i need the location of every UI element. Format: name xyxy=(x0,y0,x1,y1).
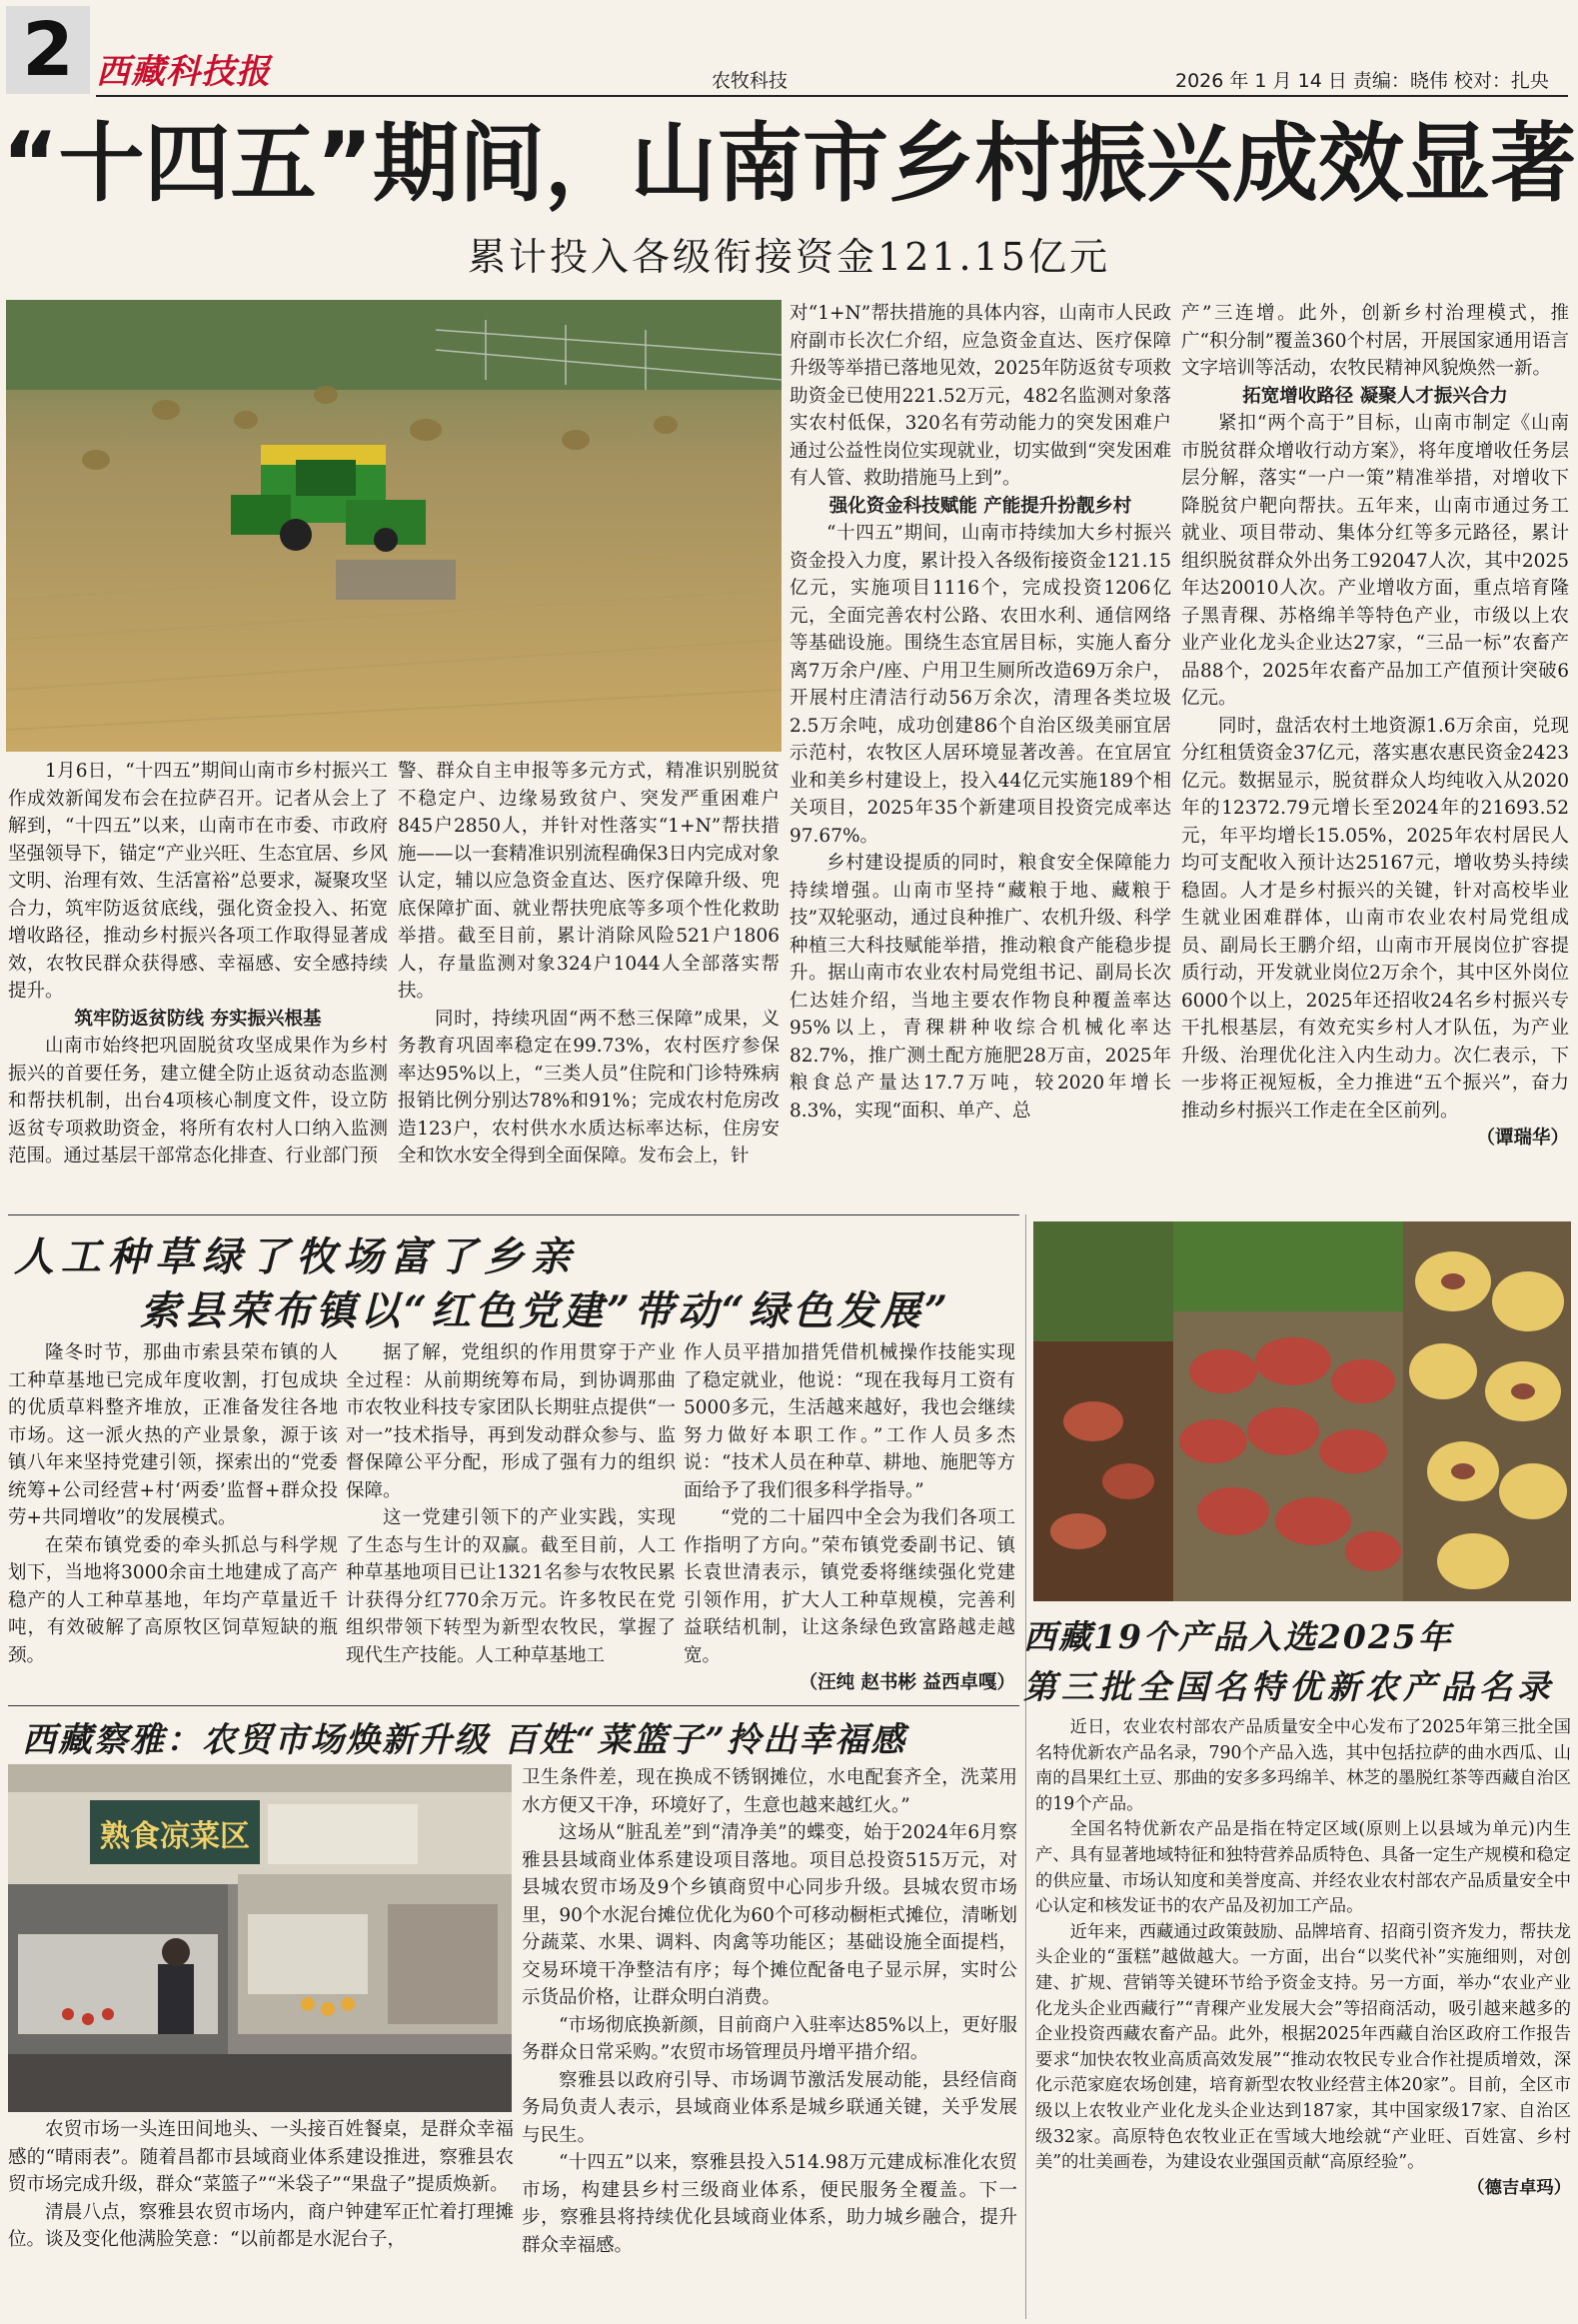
market-sign: 熟食凉菜区 xyxy=(100,1819,250,1854)
lead-paragraph: 产”三连增。此外，创新乡村治理模式，推广“积分制”覆盖360个村居，开展国家通用语言文字培训等活动，农牧民精神风貌焕然一新。 xyxy=(1181,303,1569,379)
lead-paragraph: 对“1+N”帮扶措施的具体内容，山南市人民政府副市长次仁介绍，应急资金直达、医疗保障升级等举措已落地见效，2025年防返贫专项救助资金已使用221.52万元，482名监测对象落实农村低保，320名有劳动能力的突发困难户通过公益性岗位实现就业，切实做到“突发困难有人管、救助措施马上到”。 xyxy=(789,303,1171,489)
story3-paragraph: “十四五”以来，察雅县投入514.98万元建成标准化农贸市场，构建县乡村三级商业体系，便民服务全覆盖。下一步，察雅县将持续优化县域商业体系，助力城乡融合，提升群众幸福感。 xyxy=(522,2152,1017,2256)
story2-column-3 xyxy=(684,1339,1015,1704)
divider xyxy=(8,1705,1019,1706)
lead-headline: “十四五”期间，山南市乡村振兴成效显著 xyxy=(1,114,1577,214)
story4-subheadline: 第三批全国名特优新农产品名录 xyxy=(1023,1667,1555,1706)
story2-paragraph: 隆冬时节，那曲市索县荣布镇的人工种草基地已完成年度收割，打包成块的优质草料整齐堆放，正准备发往各地市场。这一派火热的产业景象，源于该镇八年来坚持党建引领，探索出的“党委统筹+公司经营+村‘两委’监督+群众投劳+共同增收”的发展模式。 xyxy=(8,1342,338,1528)
lead-subhead-3: 拓宽增收路径 凝聚人才振兴合力 xyxy=(1242,385,1508,407)
lead-subheadline: 累计投入各级衔接资金121.15亿元 xyxy=(468,235,1110,279)
story2-paragraph: “党的二十届四中全会为我们各项工作指明了方向。”荣布镇党委副书记、镇长袁世清表示，镇党委将继续强化党建引领作用，扩大人工种草规模，完善利益联结机制，让这条绿色致富路越走越宽。 xyxy=(684,1507,1015,1666)
story2-column-2 xyxy=(346,1339,676,1704)
story3-column-1 xyxy=(8,2116,514,2321)
story3-paragraph: 清晨八点，察雅县农贸市场内，商户钟建军正忙着打理摊位。谈及变化他满脸笑意：“以前都是水泥台子， xyxy=(8,2201,514,2250)
lead-paragraph: 紧扣“两个高于”目标，山南市制定《山南市脱贫群众增收行动方案》，将年度增收任务层层分解，落实“一户一策”精准举措，对增收下降脱贫户靶向帮扶。五年来，山南市通过务工就业、项目带动、集体分红等多元路径，累计组织脱贫群众外出务工92047人次，其中2025年达20010人次。产业增收方面，重点培育隆子黑青稞、苏格绵羊等特色产业，市级以上农业产业化龙头企业达27家，“三品一标”农畜产品88个，2025年农畜产品加工产值预计突破6亿元。 xyxy=(1181,413,1569,709)
lead-paragraph: 山南市始终把巩固脱贫攻坚成果作为乡村振兴的首要任务，建立健全防止返贫动态监测和帮扶机制，出台4项核心制度文件，设立防返贫专项救助资金，将所有农村人口纳入监测范围。通过基层干部常态化排查、行业部门预 xyxy=(8,1036,388,1166)
story2-paragraph: 作人员平措加措凭借机械操作技能实现了稳定就业，他说：“现在我每月工资有5000多元，生活越来越好，我也会继续努力做好本职工作。”工作人员多杰说：“技术人员在种草、耕地、施肥等方面给予了我们很多科学指导。” xyxy=(684,1342,1015,1501)
lead-paragraph: 1月6日，“十四五”期间山南市乡村振兴工作成效新闻发布会在拉萨召开。记者从会上了解到，“十四五”以来，山南市在市委、市政府坚强领导下，锚定“产业兴旺、生态宜居、乡风文明、治理有效、生活富裕”总要求，凝聚攻坚合力，筑牢防返贫底线，强化资金投入、拓宽增收路径，推动乡村振兴各项工作取得显著成效，农牧民群众获得感、幸福感、安全感持续提升。 xyxy=(8,761,388,1002)
page-number: 2 xyxy=(6,6,90,94)
story4-byline: （德吉卓玛） xyxy=(1467,2177,1571,2198)
story3-paragraph: 察雅县以政府引导、市场调节激活发展动能，县经信商务局负责人表示，县域商业体系是城乡联通关键，关乎发展与民生。 xyxy=(522,2069,1017,2146)
story2-paragraph: 这一党建引领下的产业实践，实现了生态与生计的双赢。截至目前，人工种草基地项目已让1321名参与农牧民累计获得分红770余万元。许多牧民在党组织带领下转型为新型农牧民，掌握了现代生产技能。人工种草基地工 xyxy=(346,1507,676,1666)
story3-paragraph: “市场彻底换新颜，目前商户入驻率达85%以上，更好服务群众日常采购。”农贸市场管理员丹增平措介绍。 xyxy=(522,2014,1017,2063)
harvester-photo xyxy=(6,300,782,752)
story2-paragraph: 据了解，党组织的作用贯穿于产业全过程：从前期统筹布局，到协调那曲市农牧业科技专家团队长期驻点提供“一对一”技术指导，再到发动群众参与、监督保障公平分配，形成了强有力的组织保障。 xyxy=(346,1342,676,1501)
column-divider xyxy=(1025,1214,1026,2319)
lead-column-4 xyxy=(1181,300,1569,1207)
story4-paragraph: 近日，农业农村部农产品质量安全中心发布了2025年第三批全国名特优新农产品名录，790个产品入选，其中包括拉萨的曲水西瓜、山南的昌果红土豆、那曲的安多多玛绵羊、林芝的墨脱红茶等西藏自治区的19个产品。 xyxy=(1035,1717,1571,1814)
lead-subhead-1: 筑牢防返贫防线 夯实振兴根基 xyxy=(74,1008,322,1030)
story4-paragraph: 全国名特优新农产品是指在特定区域(原则上以县域为单元)内生产、具有显著地域特征和独特营养品质特色、具备一定生产规模和稳定的供应量、市场认知度和美誉度高、并经农业农村部农产品质量安全中心认定和核发证书的农产品及初加工产品。 xyxy=(1035,1819,1571,1917)
paper-name-logo: 西藏科技报 xyxy=(96,52,271,92)
story2-byline: （汪纯 赵书彬 益西卓嘎） xyxy=(798,1672,1015,1693)
dateline: 2026 年 1 月 14 日 责编：晓伟 校对：扎央 xyxy=(1175,70,1549,92)
story3-paragraph: 卫生条件差，现在换成不锈钢摊位，水电配套齐全，洗菜用水方便又干净，环境好了，生意也越来越红火。” xyxy=(522,1767,1017,1816)
market-photo xyxy=(8,1764,512,2112)
lead-byline: （谭瑞华） xyxy=(1476,1128,1569,1149)
story4-paragraph: 近年来，西藏通过政策鼓励、品牌培育、招商引资齐发力，帮扶龙头企业的“蛋糕”越做越大。一方面，出台“以奖代补”实施细则，对创建、扩规、营销等关键环节给予资金支持。另一方面，举办“农业产业化龙头企业西藏行”“青稞产业发展大会”等招商活动，吸引越来越多的企业投资西藏农畜产品。此外，根据2025年西藏自治区政府工作报告要求“加快农牧业高质高效发展”“推动农牧民专业合作社提质增效，深化示范家庭农场创建，培育新型农牧业经营主体20家”。目前，全区市级以上农牧业产业化龙头企业达到187家，其中国家级17家、自治区级32家。高原特色农牧业正在雪域大地绘就“产业旺、百姓富、乡村美”的壮美画卷，为建设农业强国贡献“高原经验”。 xyxy=(1035,1921,1571,2173)
lead-paragraph: 警、群众自主申报等多元方式，精准识别脱贫不稳定户、边缘易致贫户、突发严重困难户845户2850人，并针对性落实“1+N”帮扶措施——以一套精准识别流程确保3日内完成对象认定，辅以应急资金直达、医疗保障升级、兜底保障扩面、就业帮扶兜底等多项个性化救助举措。截至目前，累计消除风险521户1806人，存量监测对象324户1044人全部落实帮扶。 xyxy=(398,761,780,1002)
divider xyxy=(8,1214,1019,1215)
lead-column-1 xyxy=(8,758,388,1207)
story3-headline: 西藏察雅：农贸市场焕新升级 百姓“菜篮子”拎出幸福感 xyxy=(22,1720,906,1760)
lead-subhead-2: 强化资金科技赋能 产能提升扮靓乡村 xyxy=(828,495,1132,517)
lead-column-2 xyxy=(398,758,780,1207)
masthead xyxy=(0,0,1578,100)
story3-column-2 xyxy=(522,1764,1017,2321)
story2-paragraph: 在荣布镇党委的牵头抓总与科学规划下，当地将3000余亩土地建成了高产稳产的人工种草基地，年均产草量近千吨，有效破解了高原牧区饲草短缺的瓶颈。 xyxy=(8,1534,338,1666)
lead-paragraph: 同时，持续巩固“两不愁三保障”成果，义务教育巩固率稳定在99.73%，农村医疗参保率达95%以上，“三类人员”住院和门诊特殊病报销比例分别达78%和91%；完成农村危房改造123户，农村供水水质达标率达标，住房安全和饮水安全得到全面保障。发布会上，针 xyxy=(398,1008,780,1166)
story3-paragraph: 农贸市场一头连田间地头、一头接百姓餐桌，是群众幸福感的“晴雨表”。随着昌都市县域商业体系建设推进，察雅县农贸市场完成升级，群众“菜篮子”“米袋子”“果盘子”提质焕新。 xyxy=(8,2119,514,2195)
story4-headline: 西藏19个产品入选2025年 xyxy=(1023,1617,1453,1656)
lead-paragraph: “十四五”期间，山南市持续加大乡村振兴资金投入力度，累计投入各级衔接资金121.15亿元，实施项目1116个，完成投资1206亿元，全面完善农村公路、农田水利、通信网络等基础设施。围绕生态宜居目标，实施人畜分离7万余户/座、户用卫生厕所改造69万余户，开展村庄清洁行动56万余次，清理各类垃圾2.5万余吨，成功创建86个自治区级美丽宜居示范村，农牧区人居环境显著改善。在宜居宜业和美乡村建设上，投入44亿元实施189个相关项目，2025年35个新建项目投资完成率达97.67%。 xyxy=(789,523,1171,847)
story4-column xyxy=(1035,1715,1571,2321)
section-name: 农牧科技 xyxy=(712,70,789,92)
story2-column-1 xyxy=(8,1339,338,1704)
lead-paragraph: 同时，盘活农村土地资源1.6万余亩，兑现分红租赁资金37亿元，落实惠农惠民资金2423亿元。数据显示，脱贫群众人均纯收入从2020年的12372.79元增长至2024年的21693.52元，年平均增长15.05%，2025年农村居民人均可支配收入预计达25167元，增收势头持续稳固。人才是乡村振兴的关键，针对高校毕业生就业困难群体，山南市农业农村局党组成员、副局长王鹏介绍，山南市开展岗位扩容提质行动，开发就业岗位2万余个，其中区外岗位6000个以上，2025年还招收24名乡村振兴专干扎根基层，有效充实乡村人才队伍，为产业升级、治理优化注入内生动力。次仁表示，下一步将正视短板，全力推进“五个振兴”，奋力推动乡村振兴工作走在全区前列。 xyxy=(1181,715,1569,1122)
potato-photo xyxy=(1033,1221,1571,1601)
story3-paragraph: 这场从“脏乱差”到“清净美”的蝶变，始于2024年6月察雅县县域商业体系建设项目落地。项目总投资515万元，对县城农贸市场及9个乡镇商贸中心同步升级。县城农贸市场里，90个水泥台摊位优化为60个可移动橱柜式摊位，清晰划分蔬菜、水果、调料、肉禽等功能区；基础设施全面提档，交易环境干净整洁有序；每个摊位配备电子显示屏，实时公示货品价格，让群众明白消费。 xyxy=(522,1822,1017,2008)
lead-column-3 xyxy=(789,300,1171,1207)
lead-paragraph: 乡村建设提质的同时，粮食安全保障能力持续增强。山南市坚持“藏粮于地、藏粮于技”双轮驱动，通过良种推广、农机升级、科学种植三大科技赋能举措，推动粮食产能稳步提升。据山南市农业农村局党组书记、副局长次仁达娃介绍，当地主要农作物良种覆盖率达95%以上，青稞耕种收综合机械化率达82.7%，推广测土配方施肥28万亩，2025年粮食总产量达17.7万吨，较2020年增长8.3%，实现“面积、单产、总 xyxy=(789,853,1171,1122)
story2-subheadline: 索县荣布镇以“红色党建”带动“绿色发展” xyxy=(140,1287,952,1334)
story2-headline: 人工种草绿了牧场富了乡亲 xyxy=(14,1233,578,1280)
header-rule xyxy=(96,95,1568,97)
